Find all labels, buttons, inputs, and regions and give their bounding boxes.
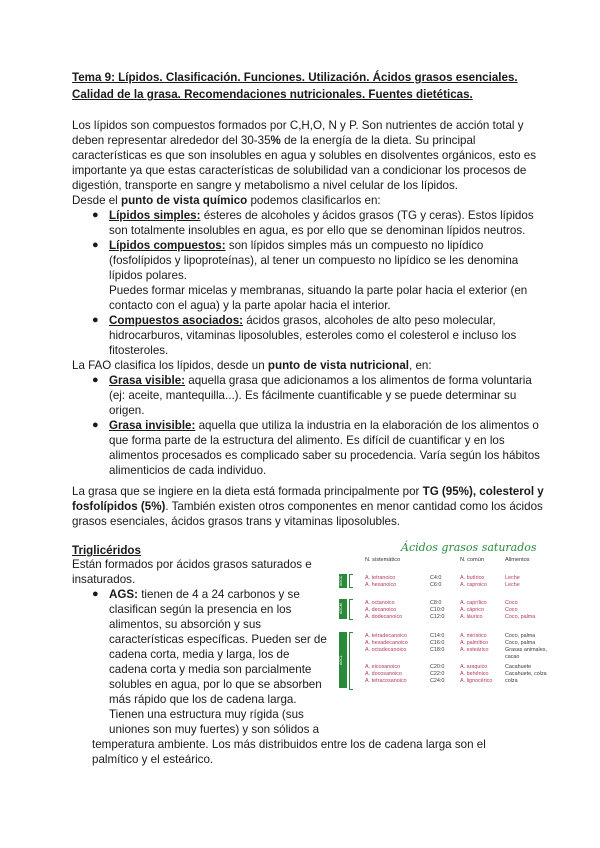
list-item: Lípidos compuestos: son lípidos simples más un compuesto no lipídico xyxy=(109,239,484,252)
list-item-line: (fosfolípidos y lipoproteínas), al tener un compuesto no lipídico se les denomina xyxy=(109,254,519,267)
list-item-line: clasifican según la presencia en los xyxy=(109,603,292,616)
fat-line: grasos esenciales, ácidos grasos trans y vitaminas liposolubles. xyxy=(72,515,401,528)
figure-cell: A. tetranoico xyxy=(365,575,396,581)
saturated-fatty-acids-figure xyxy=(335,541,547,691)
figure-cell: A. hexanoico xyxy=(365,582,397,588)
figure-cell: A. decanoico xyxy=(365,607,397,613)
figure-cell: A. dodecanoico xyxy=(365,614,403,620)
list-item-line: solubles en agua, por lo que se absorben xyxy=(109,678,322,691)
figure-cell: A. lignocérico xyxy=(460,678,493,684)
intro-line: Desde el punto de vista químico podemos clasificarlos en: xyxy=(72,194,381,207)
figure-cell: Cacahuete, colza xyxy=(505,671,547,677)
fat-line: fosfolípidos (5%). También existen otros componentes en menor cantidad como los ácidos xyxy=(72,500,543,513)
doc-title-line1: Tema 9: Lípidos. Clasificación. Funciones. Utilización. Ácidos grasos esenciales. xyxy=(72,71,518,84)
figure-cell: A. palmítico xyxy=(460,640,489,646)
list-item: Grasa visible: aquella grasa que adicionamos a los alimentos de forma voluntaria xyxy=(109,374,532,387)
figure-cell: A. butírico xyxy=(460,575,485,581)
group-bracket xyxy=(349,599,353,620)
figure-cell: A. hexadecanoico xyxy=(365,640,408,646)
list-item-line: son totalmente insolubles en agua, es por ello que se denominan lípidos neutros. xyxy=(109,224,526,237)
group-tag: AGCL xyxy=(339,632,347,688)
bullet-icon: ● xyxy=(92,209,99,221)
figure-cell: A. láurico xyxy=(460,614,483,620)
figure-cell: Coco, palma xyxy=(505,633,536,639)
list-item-line: origen. xyxy=(109,404,145,417)
bullet-icon: ● xyxy=(92,419,99,431)
figure-cell: colza xyxy=(505,678,518,684)
figure-cell: A. octadecanoico xyxy=(365,647,407,653)
figure-cell: C12:0 xyxy=(430,614,445,620)
tg-line: insaturados. xyxy=(72,573,136,586)
intro-line: digestión, transporte en sangre y metabolismo a nivel celular de los lípidos. xyxy=(72,179,459,192)
figure-cell: A. caproico xyxy=(460,582,487,588)
list-item-line: cadena corta y media son parcialmente xyxy=(109,663,312,676)
figure-cell: A. octanoico xyxy=(365,600,395,606)
list-item-line: alimentos procesados es complicado saber su procedencia. Varía según los hábitos xyxy=(109,449,540,462)
intro-line: características es que son insolubles en agua y solubles en disolventes orgánicos, esto es xyxy=(72,149,537,162)
group-tag: AGCM xyxy=(339,599,347,619)
list-item-line: uniones son muy fuertes) y son sólidos a xyxy=(109,723,320,736)
figure-cell: A. cáprico xyxy=(460,607,484,613)
group-bracket xyxy=(349,574,353,588)
list-item-line: (ej: aceite, mantequilla...). Es fácilmente cuantificable y se puede determinar su xyxy=(109,389,517,402)
intro-line: importante ya que estas características de solubilidad van a condicionar los procesos de xyxy=(72,164,527,177)
figure-cell: A. eicosanoico xyxy=(365,664,401,670)
figure-cell: A. caprílico xyxy=(460,600,487,606)
figure-cell: A. esteárico xyxy=(460,647,489,653)
figure-cell: Coco xyxy=(505,600,518,606)
list-item-line: alimenticios de cada individuo. xyxy=(109,464,267,477)
figure-cell: C18:0 xyxy=(430,647,445,653)
list-item-line: hidrocarburos, vitaminas liposolubles, esteroles como el colesterol e incluso los xyxy=(109,329,517,342)
figure-cell: C20:0 xyxy=(430,664,445,670)
list-item-line: Puedes formar micelas y membranas, situando la parte polar hacia el exterior (en xyxy=(109,284,528,297)
bullet-icon: ● xyxy=(92,314,99,326)
list-item: Compuestos asociados: ácidos grasos, alcoholes de alto peso molecular, xyxy=(109,314,496,327)
figure-header: N. sistemático xyxy=(365,557,401,563)
list-item-line: cadena corta, media y larga, los de xyxy=(109,648,290,661)
figure-cell: Coco, palma xyxy=(505,614,536,620)
figure-header: Alimentos xyxy=(505,557,530,563)
figure-cell: cacao xyxy=(505,654,520,660)
bullet-icon: ● xyxy=(92,374,99,386)
figure-cell: A. docosanoico xyxy=(365,671,402,677)
figure-cell: C10:0 xyxy=(430,607,445,613)
fat-line: La grasa que se ingiere en la dieta está formada principalmente por TG (95%), colesterol y xyxy=(72,485,544,498)
bullet-icon: ● xyxy=(92,239,99,251)
figure-cell: C6:0 xyxy=(430,582,442,588)
figure-cell: C16:0 xyxy=(430,640,445,646)
figure-cell: Grasas animales, xyxy=(505,647,547,653)
list-item-line: características específicas. Pueden ser de xyxy=(109,633,327,646)
list-item-line: Tienen una estructura muy rígida (sus xyxy=(109,708,304,721)
figure-header: N. común xyxy=(460,557,484,563)
list-item-line: que forma parte de la estructura del alimento. Es difícil de cuantificar y en los xyxy=(109,434,505,447)
figure-cell: A. mirístico xyxy=(460,633,487,639)
list-item: Lípidos simples: ésteres de alcoholes y ácidos grasos (TG y ceras). Estos lípidos xyxy=(109,209,534,222)
figure-cell: A. araquico xyxy=(460,664,488,670)
figure-cell: A. behénico xyxy=(460,671,489,677)
list-item-line: contacto con el agua) y la parte apolar hacia el interior. xyxy=(109,299,391,312)
figure-cell: A. tetradecanoico xyxy=(365,633,407,639)
intro-line: Los lípidos son compuestos formados por C,H,O, N y P. Son nutrientes de acción total y xyxy=(72,119,524,132)
figure-cell: Leche xyxy=(505,575,520,581)
group-tag: AGCC xyxy=(339,574,347,588)
list-item-line: fitosteroles. xyxy=(109,344,169,357)
figure-cell: C22:0 xyxy=(430,671,445,677)
figure-cell: Cacahuete xyxy=(505,664,532,670)
list-item: AGS: tienen de 4 a 24 carbonos y se xyxy=(109,588,300,601)
list-item-line: lípidos polares. xyxy=(109,269,187,282)
tg-line: Están formados por ácidos grasos saturados e xyxy=(72,558,312,571)
tg-tail-line: temperatura ambiente. Los más distribuidos entre los de cadena larga son el xyxy=(92,738,486,751)
list-item-line: más rápido que los de cadena larga. xyxy=(109,693,297,706)
figure-cell: Coco xyxy=(505,607,518,613)
list-item-line: alimentos, su absorción y sus xyxy=(109,618,262,631)
figure-cell: A. tetracosanoico xyxy=(365,678,407,684)
doc-title-line2: Calidad de la grasa. Recomendaciones nutricionales. Fuentes dietéticas. xyxy=(72,88,473,101)
figure-cell: Leche xyxy=(505,582,520,588)
figure-cell: C4:0 xyxy=(430,575,442,581)
group-bracket xyxy=(349,632,353,690)
figure-cell: Coco, palma xyxy=(505,640,536,646)
intro-line: deben representar alrededor del 30-35% de la energía de la dieta. Su principal xyxy=(72,134,476,147)
figure-title: Ácidos grasos saturados xyxy=(401,541,537,554)
tg-tail-line: palmítico y el esteárico. xyxy=(92,753,214,766)
figure-cell: C8:0 xyxy=(430,600,442,606)
figure-cell: C24:0 xyxy=(430,678,445,684)
figure-cell: C14:0 xyxy=(430,633,445,639)
section-heading: Triglicéridos xyxy=(72,544,141,557)
bullet-icon: ● xyxy=(92,588,99,600)
fao-line: La FAO clasifica los lípidos, desde un punto de vista nutricional, en: xyxy=(72,359,432,372)
list-item: Grasa invisible: aquella que utiliza la industria en la elaboración de los alimentos o xyxy=(109,419,539,432)
